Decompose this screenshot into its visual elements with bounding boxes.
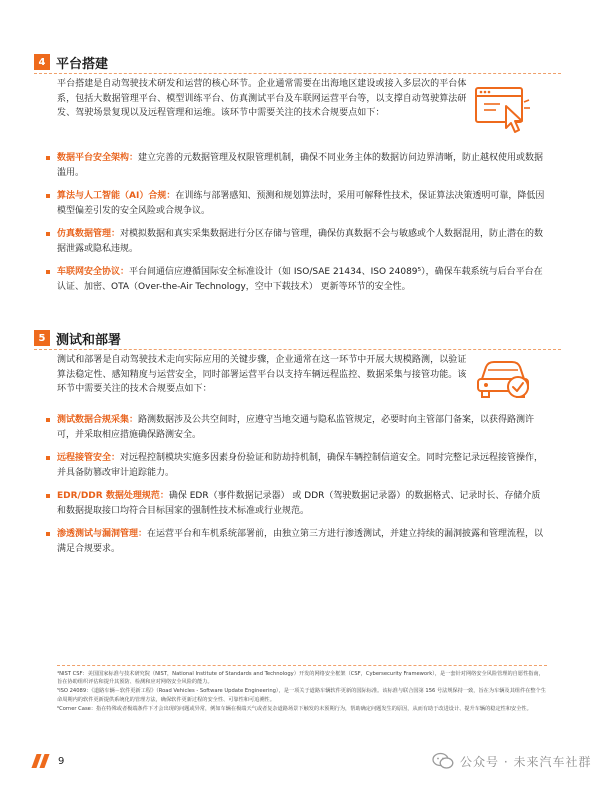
page-number: 9	[58, 755, 65, 767]
footnote: ⁶Corner Case：指在特殊或者极端条件下才会出现的问题或异常，例如车辆在极端天气或者复杂道路场景下触发的未预期行为，帮助确定问题发生的原因，从而有助于改进设计、提升车辆的稳定性和安全性。	[57, 705, 532, 712]
section-5-number: 5	[34, 330, 50, 346]
bullet-icon	[46, 156, 50, 160]
list-item	[57, 451, 547, 480]
section-4-title: 平台搭建	[56, 56, 109, 72]
item-text: 对模拟数据和真实采集数据进行分区存储与管理，确保仿真数据不会与敏感或个人数据混用，防止潜在的数据泄露或隐私违规。	[57, 229, 544, 254]
item-keyword: EDR/DDR 数据处理规范：	[57, 491, 169, 501]
section-5-header	[34, 329, 121, 347]
section-5-title: 测试和部署	[56, 332, 122, 348]
item-text: 在运营平台和车机系统部署前，由独立第三方进行渗透测试，并建立持续的漏洞披露和管理流程，以满足合规要求。	[57, 529, 544, 554]
section-5-list	[57, 413, 547, 556]
item-text: 确保 EDR（事件数据记录器） 或 DDR（驾驶数据记录器）的数据格式、记录时长、存储介质和数据提取接口均符合目标国家的强制性技术标准或行业规范。	[57, 491, 541, 516]
item-text: 建立完善的元数据管理及权限管理机制，确保不同业务主体的数据访问边界清晰，防止越权使用或数据滥用。	[57, 153, 544, 178]
list-item	[57, 413, 547, 442]
footnote: ⁵ISO 24089：《道路车辆－软件更新工程》（Road Vehicles - Software Update Engineering），是一项关于道路车辆软件更新的国际标准。该标准与联合国第 156 号法规保持一致，旨在为车辆及其组件在整个生命周期内的软件更新提供系统化的管理方法，确保软件更新过程的安全性、可靠性和可追溯性。	[57, 688, 546, 703]
section-5-intro: 测试和部署是自动驾驶技术走向实际应用的关键步骤，企业通常在这一环节中开展大规模路测，以验证算法稳定性、感知精度与运营安全，同时部署运营平台以支持车辆远程监控、数据采集与接管功能。该环节中需要关注的技术合规要点如下：	[57, 355, 467, 394]
watermark-text: 公众号 · 未来汽车社群	[460, 754, 592, 769]
section-4-list	[57, 151, 547, 294]
stripe-decoration	[34, 754, 50, 768]
item-keyword: 仿真数据管理：	[57, 229, 121, 239]
screen-cursor-icon	[472, 80, 534, 142]
section-4-divider	[34, 73, 561, 74]
item-keyword: 车联网安全协议：	[57, 267, 130, 277]
bullet-icon	[46, 456, 50, 460]
list-item	[57, 265, 547, 294]
list-item	[57, 489, 547, 518]
item-text: 在训练与部署感知、预测和规划算法时，采用可解释性技术，保证算法决策透明可靠，降低因模型偏差引发的安全风险或合规争议。	[57, 191, 545, 216]
section-4-header	[34, 53, 108, 71]
item-keyword: 算法与人工智能（AI）合规：	[57, 191, 176, 201]
bullet-icon	[46, 418, 50, 422]
bullet-icon	[46, 494, 50, 498]
list-item	[57, 151, 547, 180]
item-text: 对远程控制模块实施多因素身份验证和防劫持机制，确保车辆控制信道安全。同时完整记录远程接管操作，并具备防篡改审计追踪能力。	[57, 453, 544, 478]
list-item	[57, 227, 547, 256]
item-keyword: 渗透测试与漏洞管理：	[57, 529, 148, 539]
footnote: ⁴NIST CSF：美国国家标准与技术研究院（NIST，National Institute of Standards and Technology）开发的网络安全框架（CSF，Cybersecurity Framework），是一套针对网络安全风险管理的自愿性指南，旨在协助组织评估和提升其预防、检测和应对网络安全风险的能力。	[57, 671, 544, 686]
watermark	[432, 752, 591, 770]
wechat-icon	[432, 752, 454, 770]
bullet-icon	[46, 232, 50, 236]
bullet-icon	[46, 270, 50, 274]
item-keyword: 数据平台安全架构：	[57, 153, 139, 163]
list-item	[57, 527, 547, 556]
section-4-intro: 平台搭建是自动驾驶技术研发和运营的核心环节。企业通常需要在出海地区建设或接入多层次的平台体系，包括大数据管理平台、模型训练平台、仿真测试平台及车联网运营平台等，以支撑自动驾驶算法研发、驾驶场景复现以及远程管理和运维。该环节中需要关注的技术合规要点如下：	[57, 79, 467, 118]
item-keyword: 测试数据合规采集：	[57, 415, 139, 425]
item-text: 路测数据涉及公共空间时，应遵守当地交通与隐私监管规定，必要时向主管部门备案，以获得路测许可，并采取相应措施确保路测安全。	[57, 415, 535, 440]
bullet-icon	[46, 532, 50, 536]
car-shield-icon	[472, 345, 534, 407]
item-text: 平台间通信应遵循国际安全标准设计（如 ISO/SAE 21434、ISO 24089⁵），确保车载系统与后台平台在认证、加密、OTA（Over-the-Air Technology，空中下载技术） 更新等环节的安全性。	[57, 267, 543, 292]
section-4-number: 4	[34, 54, 50, 70]
footnotes	[57, 665, 547, 714]
page-footer	[34, 753, 64, 769]
bullet-icon	[46, 194, 50, 198]
item-keyword: 远程接管安全：	[57, 453, 121, 463]
list-item	[57, 189, 547, 218]
